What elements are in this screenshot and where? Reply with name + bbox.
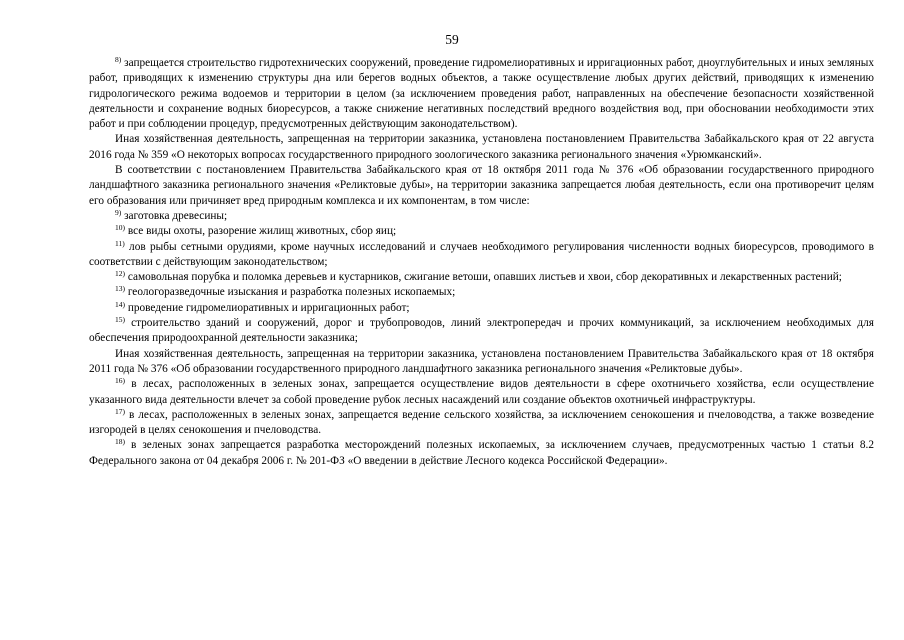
item-marker: 13) — [115, 284, 125, 294]
paragraph-text: все виды охоты, разорение жилищ животных, сбор яиц; — [125, 225, 397, 238]
paragraph-relict-oaks-intro — [89, 163, 874, 209]
paragraph-item-9 — [89, 209, 874, 224]
paragraph-other-activity-relict-oaks — [89, 347, 874, 378]
paragraph-text: проведение гидромелиоративных и ирригационных работ; — [125, 301, 410, 314]
item-marker: 11) — [115, 238, 125, 248]
paragraph-item-10 — [89, 224, 874, 239]
paragraph-item-18 — [89, 438, 874, 469]
paragraph-item-16 — [89, 377, 874, 408]
paragraph-item-12 — [89, 270, 874, 285]
paragraph-text: геологоразведочные изыскания и разработка полезных ископаемых; — [125, 286, 456, 299]
paragraph-text: заготовка древесины; — [121, 209, 228, 222]
page-number: 59 — [445, 32, 459, 47]
item-marker: 17) — [115, 406, 125, 416]
item-marker: 18) — [115, 437, 125, 447]
document-body — [89, 56, 874, 469]
item-marker: 10) — [115, 223, 125, 233]
paragraph-text: в зеленых зонах запрещается разработка месторождений полезных ископаемых, за исключением случаев, предусмотренных частью 1 статьи 8.2 Федерального закона от 04 декабря 2006 г. № 201-ФЗ «О введении в действие Лесного кодекса Российской Федерации». — [89, 439, 874, 467]
paragraph-text: лов рыбы сетными орудиями, кроме научных исследований и случаев необходимого регулирования численности водных биоресурсов, проводимого в соответствии с действующим законодательством; — [89, 240, 874, 268]
item-marker: 9) — [115, 207, 122, 217]
item-marker: 12) — [115, 269, 125, 279]
paragraph-text: в лесах, расположенных в зеленых зонах, запрещается осуществление видов деятельности в сфере охотничьего хозяйства, если осуществление указанного вида деятельности влечет за собой проведение рубок лесных насаждений или создание объектов охотничьей инфраструктуры. — [89, 378, 874, 406]
paragraph-text: запрещается строительство гидротехнических сооружений, проведение гидромелиоративных и ирригационных работ, дноуглубительных и иных земляных работ, приводящих к изменению структуры дна или берегов водных объектов, а также осуществление любых других действий, приводящих к изменению гидрологического режима водоемов и территории в целом (за исключением проведения работ, направленных на обеспечение безопасности хозяйственной деятельности и сохранение водных биоресурсов, а также снижение негативных последствий вредного воздействия вод, при обосновании необходимости этих работ и при соблюдении процедур, предусмотренных действующим законодательством). — [89, 57, 874, 131]
paragraph-item-11 — [89, 240, 874, 271]
paragraph-item-17 — [89, 408, 874, 439]
paragraph-text: Иная хозяйственная деятельность, запрещенная на территории заказника, установлена постановлением Правительства Забайкальского края от 22 августа 2016 года № 359 «О некоторых вопросах государственного природного зоологического заказника регионального значения «Урюмканский». — [89, 133, 874, 161]
paragraph-other-activity-urumkan — [89, 132, 874, 163]
paragraph-text: Иная хозяйственная деятельность, запрещенная на территории заказника, установлена постановлением Правительства Забайкальского края от 18 октября 2011 года № 376 «Об образовании государственного природного ландшафтного заказника регионального значения «Реликтовые дубы». — [89, 347, 874, 375]
item-marker: 15) — [115, 315, 125, 325]
item-marker: 16) — [115, 376, 125, 386]
paragraph-text: строительство зданий и сооружений, дорог и трубопроводов, линий электропередач и прочих коммуникаций, за исключением необходимых для обеспечения природоохранной деятельности заказника; — [89, 317, 874, 345]
item-marker: 8) — [115, 55, 122, 64]
paragraph-text: в лесах, расположенных в зеленых зонах, запрещается ведение сельского хозяйства, за исключением сенокошения и пчеловодства, а также возведение изгородей в целях сенокошения и пчеловодства. — [89, 408, 874, 437]
paragraph-text: самовольная порубка и поломка деревьев и кустарников, сжигание ветоши, опавших листьев и хвои, сбор декоративных и лекарственных растений; — [125, 271, 842, 284]
paragraph-item-13 — [89, 285, 874, 300]
paragraph-item-14 — [89, 301, 874, 316]
paragraph-text: В соответствии с постановлением Правительства Забайкальского края от 18 октября 2011 года № 376 «Об образовании государственного природного ландшафтного заказника регионального значения «Реликтовые дубы», на территории заказника запрещается любая деятельность, если она противоречит целям его образования или причиняет вред природным комплекса и их компонентам, в том числе: — [89, 164, 874, 207]
paragraph-item-8 — [89, 56, 874, 132]
item-marker: 14) — [115, 299, 125, 309]
paragraph-item-15 — [89, 316, 874, 347]
